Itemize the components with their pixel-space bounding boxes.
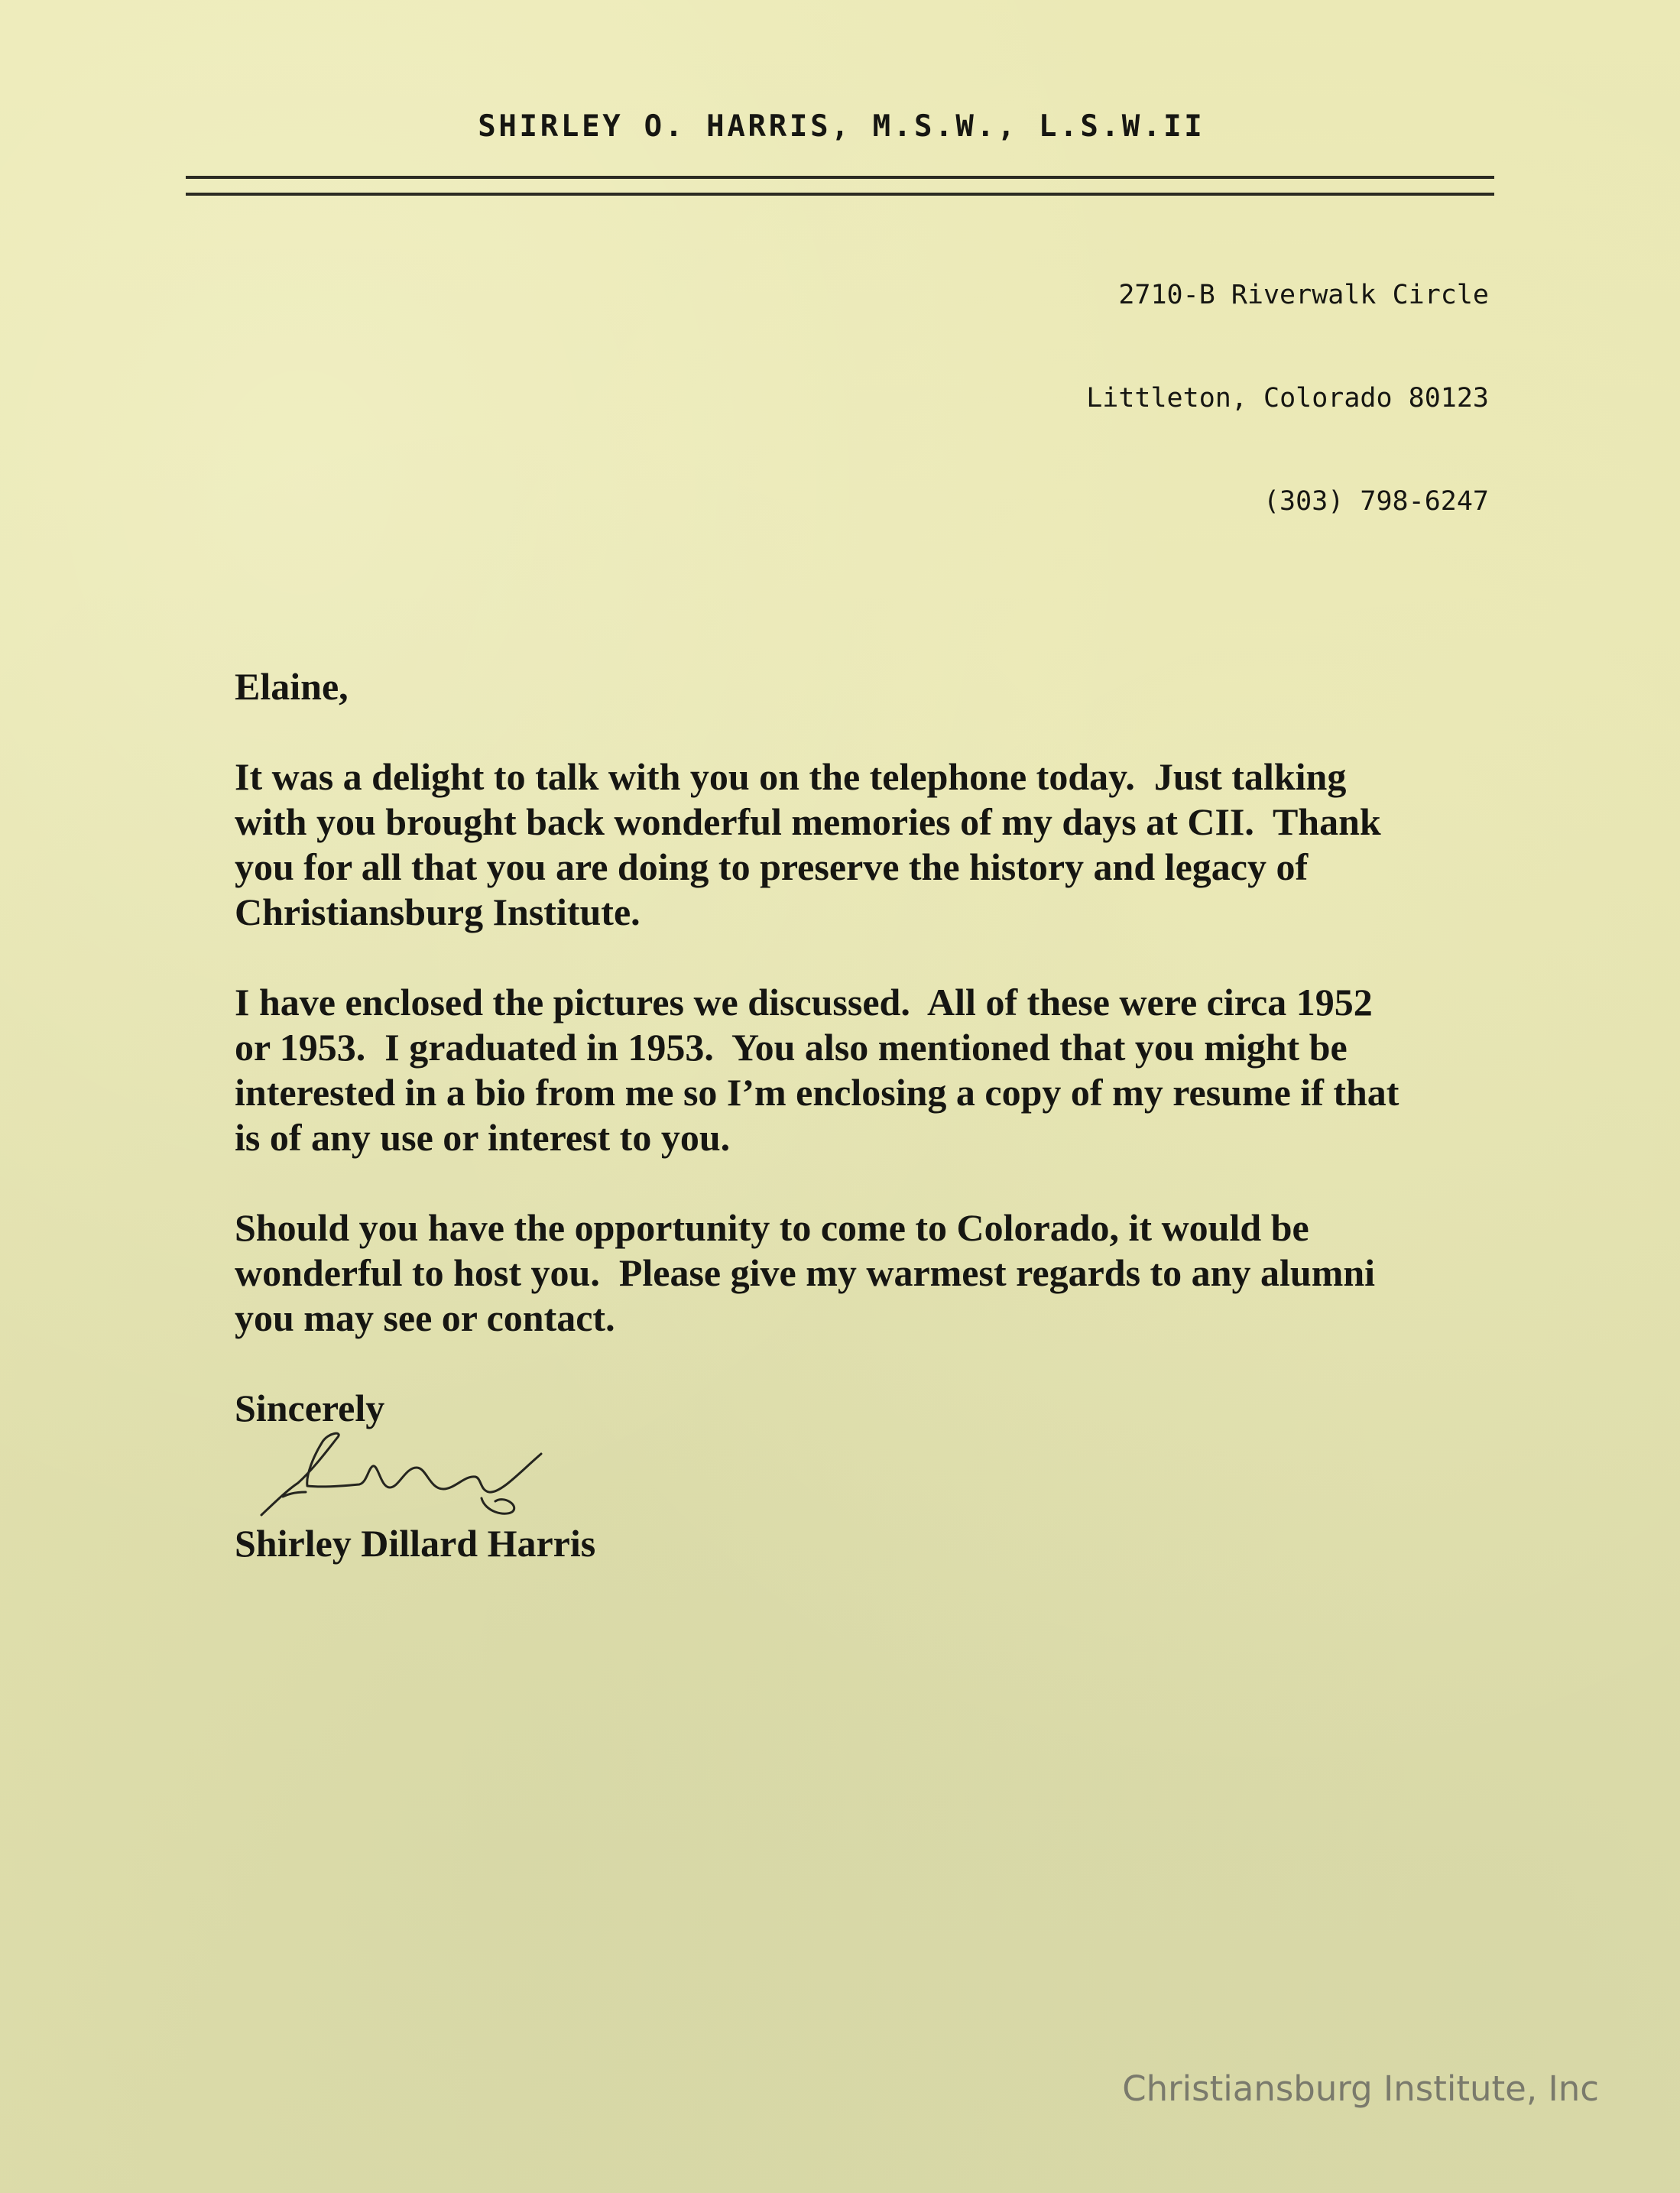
salutation: Elaine, bbox=[235, 665, 349, 708]
paragraph-line: Christiansburg Institute. bbox=[235, 891, 641, 933]
letterhead-name: SHIRLEY O. HARRIS, M.S.W., L.S.W.II bbox=[478, 109, 1205, 144]
address-street: 2710-B Riverwalk Circle bbox=[1118, 280, 1489, 310]
paragraph-line: wonderful to host you. Please give my warmest regards to any alumni bbox=[235, 1251, 1376, 1294]
signature-stroke-main bbox=[261, 1433, 541, 1515]
paragraph-line: you for all that you are doing to preserve the history and legacy of bbox=[235, 845, 1309, 888]
address-city-state-zip: Littleton, Colorado 80123 bbox=[1086, 383, 1489, 414]
letterhead-address bbox=[1086, 209, 1489, 553]
watermark: Christiansburg Institute, Inc bbox=[1122, 2068, 1599, 2109]
paragraph-1 bbox=[235, 754, 1399, 935]
signer-name: Shirley Dillard Harris bbox=[235, 1522, 596, 1565]
closing: Sincerely bbox=[235, 1387, 385, 1429]
paragraph-line: interested in a bio from me so I’m enclosing a copy of my resume if that bbox=[235, 1071, 1399, 1114]
paragraph-line: with you brought back wonderful memories of my days at CII. Thank bbox=[235, 800, 1381, 843]
paragraph-line: is of any use or interest to you. bbox=[235, 1116, 731, 1159]
paragraph-2 bbox=[235, 980, 1399, 1160]
paragraph-3 bbox=[235, 1205, 1399, 1341]
paragraph-line: I have enclosed the pictures we discussed. All of these were circa 1952 bbox=[235, 981, 1373, 1024]
letterhead-rule-top bbox=[186, 176, 1494, 179]
paragraph-line: or 1953. I graduated in 1953. You also mentioned that you might be bbox=[235, 1026, 1348, 1069]
paragraph-line: Should you have the opportunity to come to Colorado, it would be bbox=[235, 1206, 1309, 1249]
paragraph-line: It was a delight to talk with you on the telephone today. Just talking bbox=[235, 755, 1347, 798]
signature-stroke-loop bbox=[482, 1498, 514, 1513]
handwritten-signature bbox=[252, 1422, 558, 1529]
address-phone: (303) 798-6247 bbox=[1263, 486, 1489, 517]
paragraph-line: you may see or contact. bbox=[235, 1296, 615, 1339]
letterhead-rule-bottom bbox=[186, 193, 1494, 196]
